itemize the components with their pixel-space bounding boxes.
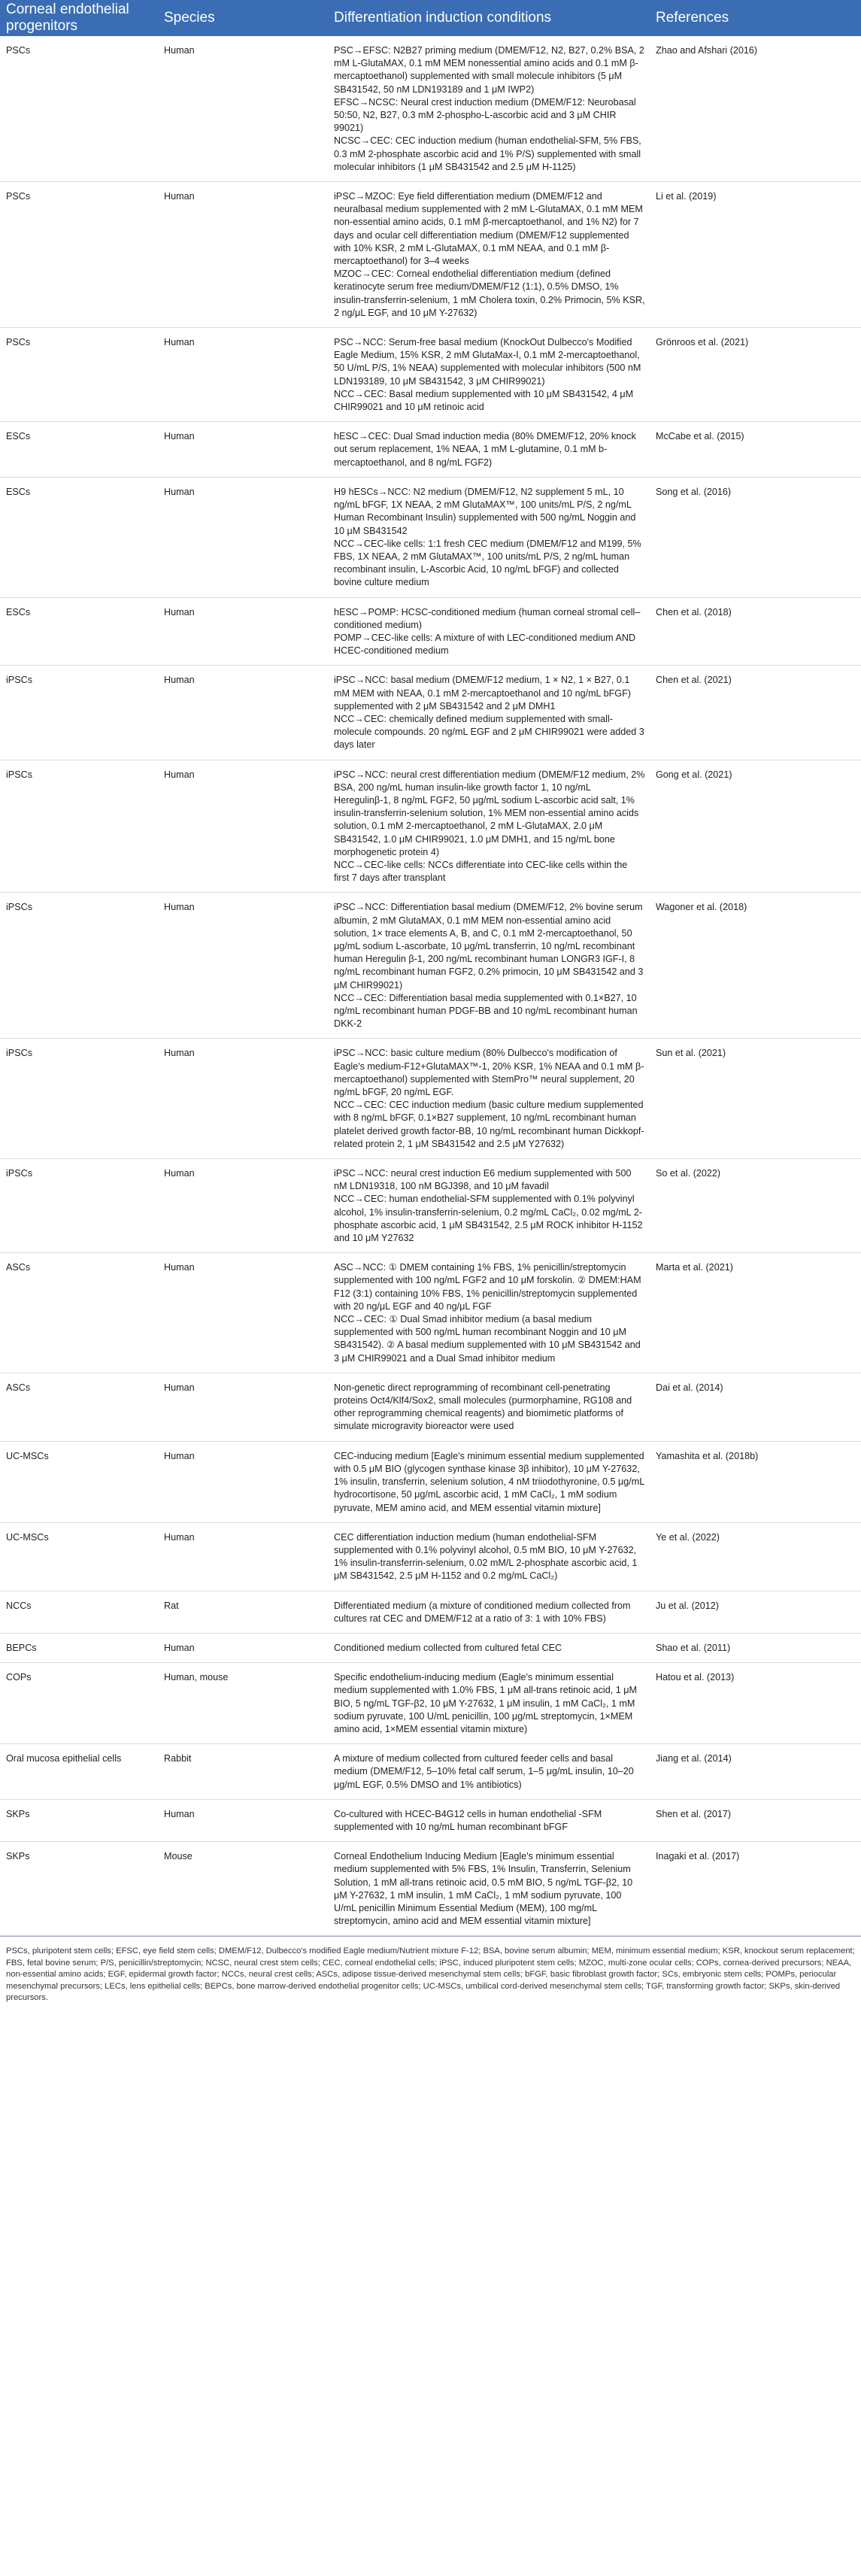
progenitor-cell: UC-MSCs — [0, 1441, 158, 1522]
species-cell: Human — [158, 1159, 328, 1253]
header-progenitors: Corneal endothelial progenitors — [0, 0, 158, 36]
table-row — [0, 1842, 861, 1936]
table-row — [0, 1441, 861, 1522]
conditions-cell — [328, 760, 650, 893]
table-row — [0, 182, 861, 328]
species-cell: Human — [158, 1522, 328, 1591]
species-cell: Rat — [158, 1591, 328, 1633]
condition-paragraph: Specific endothelium-inducing medium (Eagle's minimum essential medium supplemented with 1.0% FBS, 1 μM all-trans retinoic acid, 1 μM BIO, 5 ng/mL TGF-β2, 10 μM Y-27632, 1 μM insulin, 1 mM CaCl₂, 1 mM sodium pyruvate, 100 U/mL penicillin, 100 μg/mL streptomycin, 1×MEM amino acid, 1×MEM essential vitamin mixture) — [334, 1672, 637, 1734]
conditions-cell — [328, 422, 650, 478]
progenitor-cell: iPSCs — [0, 666, 158, 760]
table-row — [0, 597, 861, 666]
species-cell: Human — [158, 477, 328, 597]
table-row — [0, 1633, 861, 1662]
conditions-cell — [328, 666, 650, 760]
conditions-cell — [328, 1253, 650, 1373]
condition-paragraph: A mixture of medium collected from cultured feeder cells and basal medium (DMEM/F12, 5–10% fetal calf serum, 1–5 μg/mL insulin, 10–20 μg/mL EGF, 0.5% DMSO and 1% antibiotics) — [334, 1753, 634, 1790]
reference-cell: Gong et al. (2021) — [650, 760, 861, 893]
conditions-cell — [328, 328, 650, 422]
table-row — [0, 422, 861, 478]
table-row — [0, 760, 861, 893]
progenitor-cell: PSCs — [0, 36, 158, 182]
conditions-cell — [328, 36, 650, 182]
condition-paragraph: iPSC→NCC: neural crest induction E6 medium supplemented with 500 nM LDN19318, 100 nM BGJ398, and 10 μM favadil — [334, 1168, 632, 1192]
species-cell: Human — [158, 893, 328, 1039]
condition-paragraph: ASC→NCC: ① DMEM containing 1% FBS, 1% penicillin/streptomycin supplemented with 100 ng/mL FGF2 and 10 μM forskolin. ② DMEM:HAM F12 (3:1) containing 10% FBS, 1% penicillin/streptomycin supplemented with 20 ng/μL EGF and 40 ng/μL FGF — [334, 1262, 641, 1312]
reference-cell: Song et al. (2016) — [650, 477, 861, 597]
table-row — [0, 1799, 861, 1841]
reference-cell: Wagoner et al. (2018) — [650, 893, 861, 1039]
reference-cell: Shen et al. (2017) — [650, 1799, 861, 1841]
species-cell: Human — [158, 1253, 328, 1373]
table-row — [0, 1591, 861, 1633]
header-row — [0, 0, 861, 36]
table-row — [0, 36, 861, 182]
condition-paragraph: iPSC→NCC: neural crest differentiation medium (DMEM/F12 medium, 2% BSA, 200 ng/mL human insulin-like growth factor 1, 10 ng/mL Heregulinβ-1, 8 ng/mL FGF2, 50 μg/mL sodium L-ascorbic acid salt, 1% insulin-transferrin-selenium solution, 1% MEM non-essential amino acids solution, 0.1 mM 2-mercaptoethanol, 2 mM L-GlutaMAX, 2.0 μM SB431542, 1.0 μM CHIR99021, 1.0 μM DMH1, and 15 ng/mL bone morphogenetic protein 4) — [334, 769, 645, 857]
progenitor-cell: COPs — [0, 1663, 158, 1744]
condition-paragraph: CEC-inducing medium [Eagle's minimum essential medium supplemented with 0.5 μM BIO (glycogen synthase kinase 3β inhibitor), 10 μM Y-27632, 1% insulin, transferrin, selenium solution, 4 nM triiodothyronine, 0.5 μg/mL hydrocortisone, 50 μg/mL ascorbic acid, 1 mM CaCl₂, 1 mM sodium pyruvate, MEM amino acid, and MEM essential vitamin mixture] — [334, 1450, 644, 1513]
header-conditions: Differentiation induction conditions — [328, 0, 650, 36]
conditions-cell — [328, 1522, 650, 1591]
reference-cell: Sun et al. (2021) — [650, 1039, 861, 1159]
species-cell: Human — [158, 36, 328, 182]
reference-cell: Ju et al. (2012) — [650, 1591, 861, 1633]
condition-paragraph: iPSC→MZOC: Eye field differentiation medium (DMEM/F12 and neuralbasal medium supplemented with 2 mM L-GlutaMAX, 0.1 mM MEM non-essential amino acids, 0.1 mM β-mercaptoethanol, and 1% N2) for 7 days and ocular cell differentiation medium (DMEM/F12 supplemented with 10% KSR, 2 mM L-GlutaMAX, 0.1 mM NEAA, and 0.1 mM β-mercaptoethanol) for 3–4 weeks — [334, 191, 643, 267]
reference-cell: Hatou et al. (2013) — [650, 1663, 861, 1744]
progenitor-cell: Oral mucosa epithelial cells — [0, 1744, 158, 1800]
reference-cell: Shao et al. (2011) — [650, 1633, 861, 1662]
table-row — [0, 328, 861, 422]
species-cell: Mouse — [158, 1842, 328, 1936]
condition-paragraph: iPSC→NCC: basal medium (DMEM/F12 medium, 1 × N2, 1 × B27, 0.1 mM MEM with NEAA, 0.1 mM 2-mercaptoethanol and 10 ng/mL bFGF) supplemented with 2 μM SB431542 and 2 μM DMH1 — [334, 675, 631, 712]
reference-cell: Li et al. (2019) — [650, 182, 861, 328]
progenitor-cell: iPSCs — [0, 1159, 158, 1253]
condition-paragraph: NCC→CEC: human endothelial-SFM supplemented with 0.1% polyvinyl alcohol, 1% insulin-transferrin-selenium, 0.2 mg/mL CaCl₂, 0.02 mg/mL 2-phosphate ascorbic acid, 1 μM SB431542, 2.5 μM ROCK inhibitor H-1152 and 10 μM Y27632 — [334, 1194, 643, 1244]
condition-paragraph: hESC→POMP: HCSC-conditioned medium (human corneal stromal cell–conditioned medium) — [334, 606, 641, 630]
reference-cell: Chen et al. (2021) — [650, 666, 861, 760]
reference-cell: Inagaki et al. (2017) — [650, 1842, 861, 1936]
species-cell: Human — [158, 422, 328, 478]
conditions-cell — [328, 1039, 650, 1159]
condition-paragraph: EFSC→NCSC: Neural crest induction medium (DMEM/F12: Neurobasal 50:50, N2, B27, 0.3 mM 2-phospho-L-ascorbic acid and 3 μM CHIR 99021) — [334, 96, 636, 134]
progenitor-cell: iPSCs — [0, 760, 158, 893]
condition-paragraph: iPSC→NCC: Differentiation basal medium (DMEM/F12, 2% bovine serum albumin, 2 mM GlutaMAX, 0.1 mM MEM non-essential amino acid solution, 1× trace elements A, B, and C, 0.1 mM 2-mercaptoethanol, 50 μg/mL sodium L-ascorbate, 10 μg/mL transferrin, 10 ng/mL recombinant human Heregulin β-1, 200 ng/mL recombinant human LONGR3 IGF-I, 8 ng/mL recombinant human FGF2, 0.2% primocin, 10 μM SB431542 and 3 μM CHIR99021) — [334, 902, 644, 991]
condition-paragraph: iPSC→NCC: basic culture medium (80% Dulbecco's modification of Eagle's medium-F12+GlutaMAX™-1, 20% KSR, 1% NEAA and 0.1 mM β-mercaptoethanol) supplemented with StemPro™ neural supplement, 20 ng/mL bFGF, 20 ng/mL EGF. — [334, 1048, 644, 1098]
progenitor-cell: NCCs — [0, 1591, 158, 1633]
conditions-cell — [328, 1842, 650, 1936]
header-species: Species — [158, 0, 328, 36]
conditions-cell — [328, 1373, 650, 1441]
condition-paragraph: Co-cultured with HCEC-B4G12 cells in human endothelial -SFM supplemented with 10 ng/mL human recombinant bFGF — [334, 1808, 602, 1832]
condition-paragraph: NCC→CEC: CEC induction medium (basic culture medium supplemented with 8 ng/mL bFGF, 0.1×B27 supplement, 10 ng/mL recombinant human platelet derived growth factor-BB, 10 ng/mL recombinant human Dickkopf-related protein 2, 1 μM SB431542 and 2.5 μM Y27632) — [334, 1100, 644, 1149]
condition-paragraph: MZOC→CEC: Corneal endothelial differentiation medium (defined keratinocyte serum free medium/DMEM/F12 (1:1), 0.5% DMSO, 1% insulin-transferrin-selenium, 1 mM Cholera toxin, 0.2% Primocin, 5% KSR, 2 ng/μL EGF, and 10 μM Y-27632) — [334, 269, 645, 318]
table-row — [0, 1522, 861, 1591]
conditions-cell — [328, 1633, 650, 1662]
species-cell: Human, mouse — [158, 1663, 328, 1744]
table-row — [0, 1039, 861, 1159]
species-cell: Human — [158, 1039, 328, 1159]
condition-paragraph: PSC→NCC: Serum-free basal medium (KnockOut Dulbecco's Modified Eagle Medium, 15% KSR, 2 mM GlutaMax-I, 0.1 mM 2-mercaptoethanol, 50 U/mL P/S, 1% NEAA) supplemented with molecular inhibitors (500 nM LDN193189, 10 μM SB431542, 3 μM CHIR99021) — [334, 337, 641, 387]
progenitor-cell: PSCs — [0, 328, 158, 422]
reference-cell: Yamashita et al. (2018b) — [650, 1441, 861, 1522]
condition-paragraph: CEC differentiation induction medium (human endothelial-SFM supplemented with 0.1% polyvinyl alcohol, 0.5 mM BIO, 10 μM Y-27632, 1% insulin-transferrin-selenium, 0.02 mM/L 2-phosphate ascorbic acid, 1 μM SB431542, 2.5 μM H-1152 and 0.2 mg/mL CaCl₂) — [334, 1531, 638, 1582]
species-cell: Human — [158, 1441, 328, 1522]
conditions-cell — [328, 1441, 650, 1522]
conditions-cell — [328, 1799, 650, 1841]
condition-paragraph: H9 hESCs→NCC: N2 medium (DMEM/F12, N2 supplement 5 mL, 10 ng/mL bFGF, 1X NEAA, 2 mM GlutaMAX™, 100 units/mL P/S, 2 ng/mL Human Recombinant Insulin) supplemented with 500 ng/mL Noggin and 10 μM SB431542 — [334, 486, 636, 536]
reference-cell: Dai et al. (2014) — [650, 1373, 861, 1441]
conditions-cell — [328, 597, 650, 666]
table-row — [0, 1159, 861, 1253]
condition-paragraph: NCC→CEC: Differentiation basal media supplemented with 0.1×B27, 10 ng/mL recombinant human PDGF-BB and 10 ng/mL recombinant human DKK-2 — [334, 992, 638, 1030]
progenitor-cell: ASCs — [0, 1373, 158, 1441]
table-row — [0, 477, 861, 597]
condition-paragraph: NCC→CEC: chemically defined medium supplemented with small-molecule compounds. 20 ng/mL EGF and 2 μM CHIR99021 were added 3 days later — [334, 713, 644, 751]
table-body — [0, 36, 861, 1936]
condition-paragraph: Non-genetic direct reprogramming of recombinant cell-penetrating proteins Oct4/Klf4/Sox2, small molecules (purmorphamine, RG108 and other reprogramming chemical reagents) and biomimetic platforms of simulate microgravity bioreactor were used — [334, 1382, 632, 1432]
table-row — [0, 1663, 861, 1744]
progenitor-cell: PSCs — [0, 182, 158, 328]
progenitor-cell: SKPs — [0, 1799, 158, 1841]
conditions-cell — [328, 1663, 650, 1744]
progenitor-cell: UC-MSCs — [0, 1522, 158, 1591]
header-references: References — [650, 0, 861, 36]
condition-paragraph: Conditioned medium collected from cultured fetal CEC — [334, 1642, 562, 1653]
condition-paragraph: POMP→CEC-like cells: A mixture of with LEC-conditioned medium AND HCEC-conditioned medium — [334, 632, 636, 657]
species-cell: Human — [158, 597, 328, 666]
progenitor-cell: ESCs — [0, 422, 158, 478]
condition-paragraph: PSC→EFSC: N2B27 priming medium (DMEM/F12, N2, B27, 0.2% BSA, 2 mM L-GlutaMAX, 0.1 mM MEM nonessential amino acids and 0.1 mM β-mercaptoethanol) supplemented with small molecule inhibitors (5 μM SB431542, 50 nM LDN193189 and 1 μM IWP2) — [334, 45, 644, 95]
reference-cell: Zhao and Afshari (2016) — [650, 36, 861, 182]
species-cell: Human — [158, 1373, 328, 1441]
table-footnote: PSCs, pluripotent stem cells; EFSC, eye field stem cells; DMEM/F12, Dulbecco's modified Eagle medium/Nutrient mixture F-12; BSA, bovine serum albumin; MEM, minimum essential medium; KSR, knockout serum replacement; FBS, fetal bovine serum; P/S, penicillin/streptomycin; NCSC, neural crest stem cells; CEC, corneal endothelial cells; iPSC, induced pluripotent stem cells; MZOC, multi-zone ocular cells; COPs, cornea-derived precursors; NEAA, non-essential amino acids; EGF, epidermal growth factor; NCCs, neural crest cells; ASCs, adipose tissue-derived mesenchymal stem cells; bFGF, basic fibroblast growth factor; SCs, embryonic stem cells; POMPs, periocular mesenchymal precursors; LECs, lens epithelial cells; BEPCs, bone marrow-derived endothelial progenitor cells; UC-MSCs, umbilical cord-derived mesenchymal stem cells; TGF, transforming growth factor; SKPs, skin-derived precursors. — [0, 1936, 861, 2004]
progenitor-cell: ESCs — [0, 477, 158, 597]
table-row — [0, 666, 861, 760]
progenitor-cell: SKPs — [0, 1842, 158, 1936]
condition-paragraph: NCC→CEC: Basal medium supplemented with 10 μM SB431542, 4 μM CHIR99021 and 10 μM retinoic acid — [334, 388, 634, 413]
species-cell: Rabbit — [158, 1744, 328, 1800]
progenitor-cell: ESCs — [0, 597, 158, 666]
reference-cell: McCabe et al. (2015) — [650, 422, 861, 478]
table-row — [0, 893, 861, 1039]
table-row — [0, 1744, 861, 1800]
conditions-cell — [328, 1159, 650, 1253]
progenitor-cell: iPSCs — [0, 893, 158, 1039]
condition-paragraph: Corneal Endothelium Inducing Medium [Eagle's minimum essential medium supplemented with 5% FBS, 1% Insulin, Transferrin, Selenium Solution, 1 mM all-trans retinoic acid, 0.5 mM BIO, 5 ng/mL TGF-β2, 10 μM Y-27632, 1 mM insulin, 1 mM CaCl₂, 1 mM sodium pyruvate, 100 U/mL penicillin Minimum Essential Medium (MEM), 100 mg/mL streptomycin, amino acid and MEM essential vitamin mixture] — [334, 1851, 633, 1927]
condition-paragraph: NCSC→CEC: CEC induction medium (human endothelial-SFM, 5% FBS, 0.3 mM 2-phosphate ascorbic acid and 1% P/S) supplemented with small molecular inhibitors (1 μM SB431542 and 2.5 μM H-1125) — [334, 135, 641, 172]
species-cell: Human — [158, 182, 328, 328]
conditions-cell — [328, 1591, 650, 1633]
reference-cell: Marta et al. (2021) — [650, 1253, 861, 1373]
reference-cell: Chen et al. (2018) — [650, 597, 861, 666]
species-cell: Human — [158, 666, 328, 760]
conditions-cell — [328, 182, 650, 328]
condition-paragraph: Differentiated medium (a mixture of conditioned medium collected from cultures rat CEC and DMEM/F12 at a ratio of 3: 1 with 10% FBS) — [334, 1600, 631, 1624]
table-row — [0, 1253, 861, 1373]
species-cell: Human — [158, 328, 328, 422]
progenitor-cell: iPSCs — [0, 1039, 158, 1159]
reference-cell: Ye et al. (2022) — [650, 1522, 861, 1591]
reference-cell: Jiang et al. (2014) — [650, 1744, 861, 1800]
progenitor-cell: ASCs — [0, 1253, 158, 1373]
progenitor-cell: BEPCs — [0, 1633, 158, 1662]
condition-paragraph: NCC→CEC-like cells: 1:1 fresh CEC medium (DMEM/F12 and M199, 5% FBS, 1X NEAA, 2 mM GlutaMAX™, 100 units/mL P/S, 2 ng/mL human recombinant insulin, L-Ascorbic Acid, 10 ng/mL bFGF) and collected bovine culture medium — [334, 538, 641, 588]
reference-cell: Grönroos et al. (2021) — [650, 328, 861, 422]
species-cell: Human — [158, 1799, 328, 1841]
conditions-cell — [328, 1744, 650, 1800]
table-row — [0, 1373, 861, 1441]
condition-paragraph: NCC→CEC: ① Dual Smad inhibitor medium (a basal medium supplemented with 500 ng/mL human recombinant Noggin and 10 μM SB431542). ② A basal medium supplemented with 10 μM SB431542 and 3 μM CHIR99021 and a Dual Smad inhibitor medium — [334, 1314, 641, 1364]
species-cell: Human — [158, 1633, 328, 1662]
condition-paragraph: hESC→CEC: Dual Smad induction media (80% DMEM/F12, 20% knock out serum replacement, 1% NEAA, 1 mM L-glutamine, 0.1 mM b-mercaptoethanol, and 8 ng/mL FGF2) — [334, 431, 636, 468]
reference-cell: So et al. (2022) — [650, 1159, 861, 1253]
species-cell: Human — [158, 760, 328, 893]
condition-paragraph: NCC→CEC-like cells: NCCs differentiate into CEC-like cells within the first 7 days after transplant — [334, 859, 628, 884]
conditions-cell — [328, 477, 650, 597]
table-header — [0, 0, 861, 36]
conditions-cell — [328, 893, 650, 1039]
